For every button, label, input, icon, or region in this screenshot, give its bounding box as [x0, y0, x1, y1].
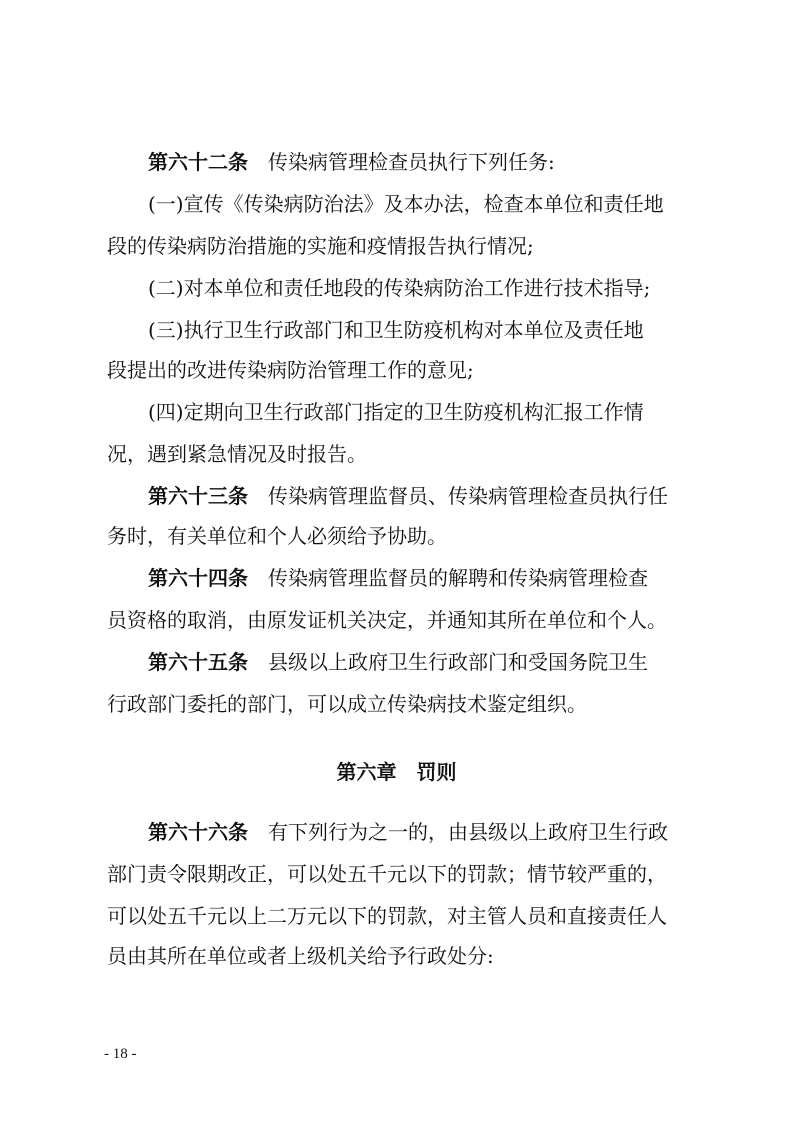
article-62-line-5 — [0, 316, 793, 344]
page-number: - 18 - — [104, 1046, 137, 1062]
article-62-line-7 — [0, 398, 793, 426]
article-62-text-3: 段的传染病防治措施的实施和疫情报告执行情况; — [107, 234, 534, 258]
article-66-text-1: 有下列行为之一的，由县级以上政府卫生行政 — [268, 820, 668, 844]
article-62-line-3 — [0, 232, 793, 260]
article-63-text-1: 传染病管理监督员、传染病管理检查员执行任 — [268, 484, 668, 508]
article-62-line-4 — [0, 274, 793, 302]
article-63-line-2 — [0, 522, 793, 550]
article-64-label: 第六十四条 — [148, 566, 248, 590]
article-62-text-5: (三)执行卫生行政部门和卫生防疫机构对本单位及责任地 — [148, 318, 644, 342]
article-65-line-1 — [0, 648, 793, 676]
article-62-text-1: 传染病管理检查员执行下列任务: — [268, 150, 555, 174]
article-62-line-1 — [0, 148, 793, 176]
article-66-label: 第六十六条 — [148, 820, 248, 844]
article-63-line-1 — [0, 482, 793, 510]
article-63-text-2: 务时，有关单位和个人必须给予协助。 — [107, 524, 447, 548]
chapter-number: 第六章 — [336, 760, 397, 784]
article-62-text-6: 段提出的改进传染病防治管理工作的意见; — [107, 358, 474, 382]
chapter-heading — [0, 757, 793, 787]
article-64-text-2: 员资格的取消，由原发证机关决定，并通知其所在单位和个人。 — [107, 608, 667, 632]
article-62-line-8 — [0, 440, 793, 468]
article-66-text-3: 可以处五千元以上二万元以下的罚款，对主管人员和直接责任人 — [107, 904, 667, 928]
article-64-text-1: 传染病管理监督员的解聘和传染病管理检查 — [268, 566, 648, 590]
article-63-label: 第六十三条 — [148, 484, 248, 508]
article-64-line-2 — [0, 606, 793, 634]
article-62-text-4: (二)对本单位和责任地段的传染病防治工作进行技术指导; — [148, 276, 651, 300]
article-66-line-2 — [0, 860, 793, 888]
article-66-line-1 — [0, 818, 793, 846]
article-65-line-2 — [0, 690, 793, 718]
article-65-text-1: 县级以上政府卫生行政部门和受国务院卫生 — [268, 650, 648, 674]
article-65-text-2: 行政部门委托的部门，可以成立传染病技术鉴定组织。 — [107, 692, 587, 716]
article-62-label: 第六十二条 — [148, 150, 248, 174]
article-62-line-6 — [0, 356, 793, 384]
article-66-line-3 — [0, 902, 793, 930]
chapter-title: 罚则 — [416, 760, 457, 784]
article-62-text-8: 况，遇到紧急情况及时报告。 — [107, 442, 367, 466]
article-64-line-1 — [0, 564, 793, 592]
article-65-label: 第六十五条 — [148, 650, 248, 674]
article-66-text-2: 部门责令限期改正，可以处五千元以下的罚款；情节较严重的， — [107, 862, 667, 886]
article-66-line-4 — [0, 942, 793, 970]
article-62-text-2: (一)宣传《传染病防治法》及本办法，检查本单位和责任地 — [148, 192, 664, 216]
article-66-text-4: 员由其所在单位或者上级机关给予行政处分: — [107, 944, 494, 968]
article-62-text-7: (四)定期向卫生行政部门指定的卫生防疫机构汇报工作情 — [148, 400, 644, 424]
article-62-line-2 — [0, 190, 793, 218]
